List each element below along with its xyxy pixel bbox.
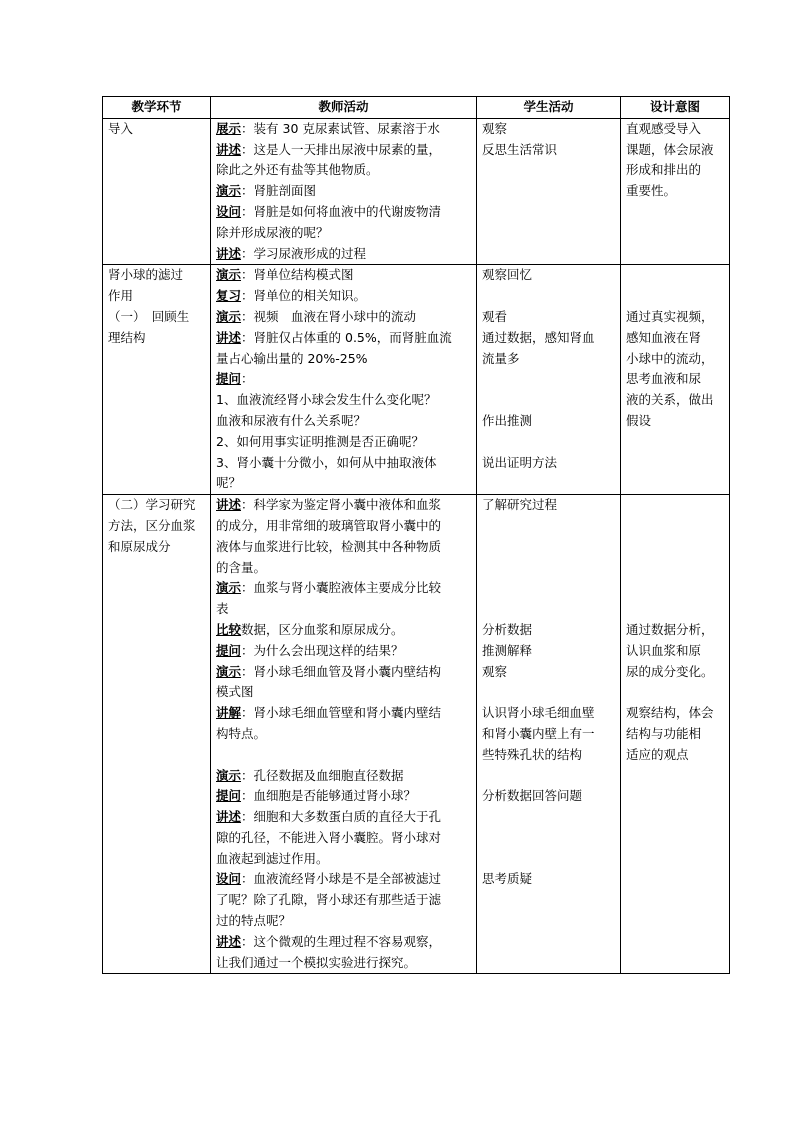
student-activity-cell-line: 些特殊孔状的结构 [482, 746, 583, 762]
activity-text: ：这是人一天排出尿液中尿素的量， [241, 141, 442, 157]
table-row [103, 265, 730, 495]
student-activity-cell-line: 推测解释 [482, 642, 533, 658]
activity-text: 除此之外还有盐等其他物质。 [216, 162, 379, 178]
activity-text: ：这个微观的生理过程不容易观察， [241, 933, 442, 949]
header-row [103, 97, 730, 119]
activity-text: 除并形成尿液的呢？ [216, 224, 329, 240]
stage-cell-line: 方法，区分血浆 [108, 517, 196, 533]
activity-keyword: 演示 [216, 580, 242, 596]
activity-text: ：科学家为鉴定肾小囊中液体和血浆 [241, 497, 442, 513]
teacher-activity-line [216, 453, 471, 474]
student-activity-cell-line [482, 537, 615, 558]
activity-text: ：肾脏是如何将血液中的代谢废物清 [241, 203, 442, 219]
teacher-activity-line [216, 286, 471, 307]
teacher-activity-line [216, 682, 471, 703]
teacher-activity-line [216, 703, 471, 724]
table-row [103, 118, 730, 265]
activity-text: 呢？ [216, 475, 242, 491]
student-activity-cell-line: 观察 [482, 120, 508, 136]
design-intent-cell [621, 118, 730, 265]
stage-cell-line: （二）学习研究 [108, 497, 196, 513]
design-intent-cell-line: 感知血液在肾 [626, 329, 702, 345]
design-intent-cell-line: 液的关系，做出 [626, 392, 714, 408]
teacher-activity-line [216, 160, 471, 181]
activity-keyword: 提问 [216, 642, 242, 658]
teacher-activity-line [216, 328, 471, 349]
design-intent-cell-line: 重要性。 [626, 183, 677, 199]
design-intent-cell-line: 小球中的流动， [626, 350, 714, 366]
teacher-activity-line [216, 724, 471, 745]
activity-keyword: 提问 [216, 371, 242, 387]
teacher-activity-line [216, 265, 471, 286]
student-activity-cell [477, 495, 621, 974]
activity-keyword: 讲述 [216, 497, 242, 513]
table-body [103, 118, 730, 974]
activity-text: 的含量。 [216, 559, 267, 575]
activity-text: 2、如何用事实证明推测是否正确呢？ [216, 433, 424, 449]
activity-text: 表 [216, 601, 229, 617]
design-intent-cell-line [626, 558, 724, 579]
stage-cell-line: 理结构 [108, 329, 146, 345]
activity-text: 过的特点呢？ [216, 913, 292, 929]
activity-text: 数据，区分血浆和原尿成分。 [241, 621, 404, 637]
student-activity-cell-line [482, 807, 615, 828]
student-activity-cell-line: 观察 [482, 663, 508, 679]
activity-keyword: 演示 [216, 663, 242, 679]
teacher-activity-line [216, 495, 471, 516]
design-intent-cell-line [626, 286, 724, 307]
teacher-activity-cell [211, 495, 477, 974]
activity-keyword: 设问 [216, 203, 242, 219]
student-activity-cell-line [482, 578, 615, 599]
activity-text: 3、肾小囊十分微小，如何从中抽取液体 [216, 454, 437, 470]
student-activity-cell-line: 和肾小囊内壁上有一 [482, 725, 595, 741]
activity-text: ： [241, 371, 254, 387]
activity-text: ：血浆与肾小囊腔液体主要成分比较 [241, 580, 442, 596]
activity-keyword: 讲述 [216, 933, 242, 949]
teacher-activity-line [216, 432, 471, 453]
table-row [103, 495, 730, 974]
teacher-activity-line [216, 181, 471, 202]
design-intent-cell-line: 直观感受导入 [626, 120, 702, 136]
activity-keyword: 讲述 [216, 141, 242, 157]
student-activity-cell-line: 作出推测 [482, 412, 533, 428]
teacher-activity-line [216, 244, 471, 265]
design-intent-cell-line: 适应的观点 [626, 746, 689, 762]
student-activity-cell-line [482, 599, 615, 620]
student-activity-cell-line [482, 766, 615, 787]
activity-text: ：血细胞是否能够通过肾小球？ [241, 788, 417, 804]
student-activity-cell-line [482, 432, 615, 453]
header-intent: 设计意图 [621, 97, 730, 119]
student-activity-cell-line [482, 849, 615, 870]
teacher-activity-line [216, 140, 471, 161]
student-activity-cell-line: 思考质疑 [482, 871, 533, 887]
activity-keyword: 讲解 [216, 705, 242, 721]
teacher-activity-line [216, 662, 471, 683]
activity-text: 血液起到滤过作用。 [216, 850, 329, 866]
stage-cell-line: 作用 [108, 288, 134, 304]
activity-keyword: 复习 [216, 288, 242, 304]
teacher-activity-line [216, 223, 471, 244]
teacher-activity-line [216, 807, 471, 828]
teacher-activity-cell [211, 265, 477, 495]
activity-text: 模式图 [216, 684, 254, 700]
activity-text: ：孔径数据及血细胞直径数据 [241, 767, 404, 783]
teacher-activity-line [216, 849, 471, 870]
activity-keyword: 演示 [216, 183, 242, 199]
teacher-activity-line [216, 599, 471, 620]
activity-keyword: 演示 [216, 767, 242, 783]
activity-keyword: 讲述 [216, 245, 242, 261]
teacher-activity-line [216, 890, 471, 911]
teacher-activity-line [216, 369, 471, 390]
stage-cell [103, 118, 211, 265]
design-intent-cell-line: 课题，体会尿液 [626, 141, 714, 157]
teacher-activity-line [216, 349, 471, 370]
design-intent-cell [621, 495, 730, 974]
teacher-activity-line [216, 516, 471, 537]
stage-cell-line: 肾小球的滤过 [108, 267, 184, 283]
design-intent-cell-line [626, 578, 724, 599]
activity-text: 了呢？除了孔隙，肾小球还有那些适于滤 [216, 892, 442, 908]
student-activity-cell-line: 通过数据，感知肾血 [482, 329, 595, 345]
activity-text: ：肾小球毛细血管壁和肾小囊内壁结 [241, 705, 442, 721]
activity-text: ：视频 血液在肾小球中的流动 [241, 308, 417, 324]
design-intent-cell-line: 结构与功能相 [626, 725, 702, 741]
lesson-plan-table [102, 96, 730, 974]
activity-text: ：肾小球毛细血管及肾小囊内壁结构 [241, 663, 442, 679]
student-activity-cell-line: 分析数据回答问题 [482, 788, 583, 804]
design-intent-cell-line [626, 599, 724, 620]
teacher-activity-line [216, 390, 471, 411]
student-activity-cell-line: 分析数据 [482, 621, 533, 637]
design-intent-cell-line [626, 495, 724, 516]
activity-keyword: 设问 [216, 871, 242, 887]
student-activity-cell-line: 说出证明方法 [482, 454, 558, 470]
stage-cell-line: 导入 [108, 120, 134, 136]
teacher-activity-line [216, 307, 471, 328]
activity-text: ：学习尿液形成的过程 [241, 245, 367, 261]
activity-text: 让我们通过一个模拟实验进行探究。 [216, 954, 417, 970]
student-activity-cell-line: 认识肾小球毛细血壁 [482, 705, 595, 721]
design-intent-cell-line [626, 537, 724, 558]
student-activity-cell [477, 265, 621, 495]
student-activity-cell-line [482, 682, 615, 703]
design-intent-cell-line: 假设 [626, 412, 652, 428]
design-intent-cell-line [626, 516, 724, 537]
teacher-activity-line [216, 953, 471, 974]
teacher-activity-line [216, 641, 471, 662]
teacher-activity-line [216, 119, 471, 140]
student-activity-cell-line [482, 516, 615, 537]
design-intent-cell-line: 思考血液和尿 [626, 371, 702, 387]
activity-text: ：细胞和大多数蛋白质的直径大于孔 [241, 809, 442, 825]
student-activity-cell-line: 观看 [482, 308, 508, 324]
teacher-activity-line [216, 828, 471, 849]
activity-text: ：装有 30 克尿素试管、尿素溶于水 [241, 120, 440, 136]
teacher-activity-line [216, 202, 471, 223]
teacher-activity-line [216, 932, 471, 953]
stage-cell-line: 和原尿成分 [108, 538, 171, 554]
teacher-activity-line [216, 766, 471, 787]
activity-keyword: 比较 [216, 621, 242, 637]
stage-cell [103, 265, 211, 495]
activity-keyword: 讲述 [216, 329, 242, 345]
design-intent-cell-line: 尿的成分变化。 [626, 663, 714, 679]
student-activity-cell-line [482, 390, 615, 411]
teacher-activity-line [216, 620, 471, 641]
activity-text: ：肾单位的相关知识。 [241, 288, 367, 304]
header-student: 学生活动 [477, 97, 621, 119]
activity-keyword: 演示 [216, 308, 242, 324]
stage-cell [103, 495, 211, 974]
activity-keyword: 展示 [216, 120, 242, 136]
student-activity-cell-line [482, 828, 615, 849]
design-intent-cell-line: 观察结构，体会 [626, 705, 714, 721]
student-activity-cell-line [482, 286, 615, 307]
activity-text: 1、血液流经肾小球会发生什么变化呢？ [216, 392, 437, 408]
student-activity-cell-line: 流量多 [482, 350, 520, 366]
student-activity-cell-line: 反思生活常识 [482, 141, 558, 157]
activity-text: 血液和尿液有什么关系呢？ [216, 412, 367, 428]
teacher-activity-line [216, 869, 471, 890]
student-activity-cell-line: 了解研究过程 [482, 497, 558, 513]
design-intent-cell-line: 形成和排出的 [626, 162, 702, 178]
student-activity-cell-line: 观察回忆 [482, 267, 533, 283]
activity-text: ：肾脏剖面图 [241, 183, 317, 199]
activity-keyword: 演示 [216, 267, 242, 283]
teacher-activity-line [216, 558, 471, 579]
activity-keyword: 提问 [216, 788, 242, 804]
student-activity-cell-line [482, 558, 615, 579]
activity-keyword: 讲述 [216, 809, 242, 825]
activity-text: ：血液流经肾小球是不是全部被滤过 [241, 871, 442, 887]
activity-text: 构特点。 [216, 725, 267, 741]
teacher-activity-line [216, 537, 471, 558]
teacher-activity-line [216, 745, 471, 766]
activity-text: 隙的孔径，不能进入肾小囊腔。肾小球对 [216, 829, 442, 845]
activity-text: ：为什么会出现这样的结果？ [241, 642, 404, 658]
design-intent-cell-line: 通过数据分析， [626, 621, 714, 637]
activity-text: ：肾单位结构模式图 [241, 267, 354, 283]
design-intent-cell-line [626, 682, 724, 703]
header-stage: 教学环节 [103, 97, 211, 119]
teacher-activity-line [216, 411, 471, 432]
design-intent-cell-line: 通过真实视频， [626, 308, 714, 324]
activity-text: ：肾脏仅占体重的 0.5%，而肾脏血流 [241, 329, 452, 345]
design-intent-cell-line [626, 265, 724, 286]
student-activity-cell [477, 118, 621, 265]
teacher-activity-line [216, 473, 471, 494]
design-intent-cell [621, 265, 730, 495]
student-activity-cell-line [482, 369, 615, 390]
activity-text: 量占心输出量的 20%-25% [216, 350, 368, 366]
design-intent-cell-line: 认识血浆和原 [626, 642, 702, 658]
header-teacher: 教师活动 [211, 97, 477, 119]
teacher-activity-cell [211, 118, 477, 265]
activity-text: 的成分，用非常细的玻璃管取肾小囊中的 [216, 517, 442, 533]
teacher-activity-line [216, 578, 471, 599]
activity-text: 液体与血浆进行比较，检测其中各种物质 [216, 538, 442, 554]
teacher-activity-line [216, 911, 471, 932]
stage-cell-line: （一） 回顾生 [108, 308, 190, 324]
teacher-activity-line [216, 786, 471, 807]
